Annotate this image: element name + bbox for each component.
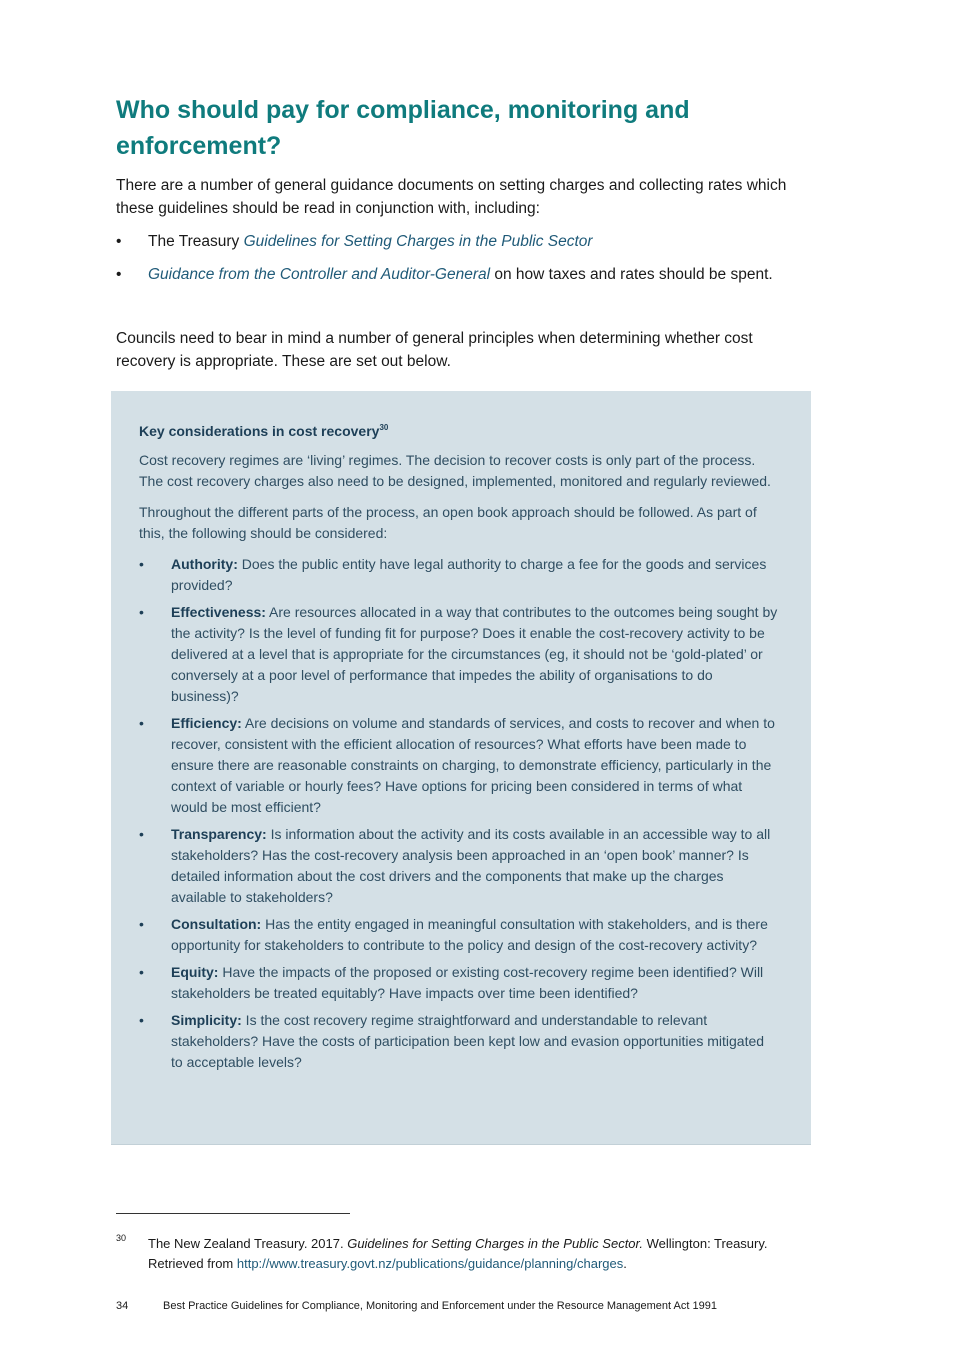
footnote-reference[interactable]: 30 (379, 423, 389, 432)
consideration-equity (139, 962, 779, 1004)
footer-document-title: Best Practice Guidelines for Compliance, Monitoring and Enforcement under the Resource Management Act 1991 (163, 1300, 717, 1312)
bullet-marker: • (116, 233, 122, 250)
footnote-title: Guidelines for Setting Charges in the Public Sector. (347, 1236, 643, 1251)
intro-paragraph: There are a number of general guidance documents on setting charges and collecting rates which these guidelines should be read in conjunction with, including: (116, 177, 787, 217)
consideration-text: Does the public entity have legal authority to charge a fee for the goods and services provided? (171, 556, 767, 593)
consideration-simplicity (139, 1010, 779, 1073)
footnote-divider (116, 1213, 350, 1214)
consideration-text: Is the cost recovery regime straightforward and understandable to relevant stakeholders? Have the costs of participation been kept low and evasion opportunities mitigated to acceptable levels? (171, 1012, 765, 1070)
page-number: 34 (116, 1300, 129, 1312)
footnote-text (148, 1234, 788, 1274)
consideration-term: Effectiveness: (171, 604, 266, 620)
considerations-list (139, 554, 779, 1073)
box-paragraph-living-regimes: Cost recovery regimes are ‘living’ regimes. The decision to recover costs is only part of the process. The cost recovery charges also need to be designed, implemented, monitored and regularly reviewed. (139, 452, 771, 489)
consideration-text: Are decisions on volume and standards of services, and costs to recover and when to recover, consistent with the efficient allocation of resources? What efforts have been made to ensure there are reasonable constraints on charging, to demonstrate efficiency, particularly in the context of variable or hourly fees? Have options for pricing been considered in terms of what would be most efficient? (171, 715, 775, 815)
key-considerations-box (111, 391, 811, 1145)
consideration-term: Transparency: (171, 826, 267, 842)
bullet-marker: • (139, 1012, 144, 1028)
box-title-text: Key considerations in cost recovery (139, 423, 380, 439)
list-item (116, 263, 776, 286)
consideration-term: Efficiency: (171, 715, 242, 731)
consideration-efficiency (139, 713, 779, 818)
consideration-consultation (139, 914, 779, 956)
consideration-text: Are resources allocated in a way that contributes to the outcomes being sought by the activity? Is the level of funding fit for purpose? Does it enable the cost-recovery activity to be delivered at a level that is appropriate for the circumstances (eg, it should not be ‘gold-plated’ or conversely at a poor level of performance that impedes the ability of organisations to do business)? (171, 604, 778, 704)
box-paragraph-open-book: Throughout the different parts of the process, an open book approach should be followed. As part of this, the following should be considered: (139, 504, 757, 541)
guidance-list (116, 230, 776, 296)
consideration-text: Has the entity engaged in meaningful consultation with stakeholders, and is there opportunity for stakeholders to contribute to the policy and design of the cost-recovery activity? (171, 916, 768, 953)
list-item (116, 230, 776, 253)
consideration-transparency (139, 824, 779, 908)
bullet-marker: • (139, 916, 144, 932)
consideration-text: Have the impacts of the proposed or existing cost-recovery regime been identified? Will stakeholders be treated equitably? Have impacts over time been identified? (171, 964, 764, 1001)
box-title (139, 417, 779, 442)
consideration-authority (139, 554, 779, 596)
consideration-term: Authority: (171, 556, 238, 572)
consideration-term: Simplicity: (171, 1012, 242, 1028)
list-item-text: The Treasury (148, 233, 244, 250)
bullet-marker: • (116, 266, 122, 283)
footnote-end: . (623, 1256, 627, 1271)
page-title: Who should pay for compliance, monitoring and enforcement? (116, 96, 690, 160)
consideration-text: Is information about the activity and its costs available in an accessible way to all stakeholders? Has the cost-recovery analysis been approached in an ‘open book’ manner? Is detailed information about the cost drivers and the components that make up the charges available to stakeholders? (171, 826, 771, 905)
footnote-citation: The New Zealand Treasury. 2017. (148, 1236, 348, 1251)
consideration-effectiveness (139, 602, 779, 707)
bullet-marker: • (139, 715, 144, 731)
bullet-marker: • (139, 826, 144, 842)
bullet-marker: • (139, 604, 144, 620)
bullet-marker: • (139, 964, 144, 980)
consideration-term: Equity: (171, 964, 219, 980)
footnote-number: 30 (116, 1233, 127, 1243)
footnote-url-link[interactable]: http://www.treasury.govt.nz/publications/guidance/planning/charges (236, 1256, 624, 1271)
footnote-citation-rest: Wellington: Treasury. Retrieved from (148, 1236, 768, 1271)
key-considerations-content (139, 417, 779, 1079)
treasury-guidelines-link[interactable]: Guidelines for Setting Charges in the Public Sector (243, 233, 593, 250)
bullet-marker: • (139, 556, 144, 572)
list-item-text: on how taxes and rates should be spent. (490, 266, 773, 283)
councils-paragraph: Councils need to bear in mind a number of general principles when determining whether cost recovery is appropriate. These are set out below. (116, 330, 753, 370)
auditor-general-guidance-link[interactable]: Guidance from the Controller and Auditor-General (148, 266, 491, 283)
consideration-term: Consultation: (171, 916, 262, 932)
